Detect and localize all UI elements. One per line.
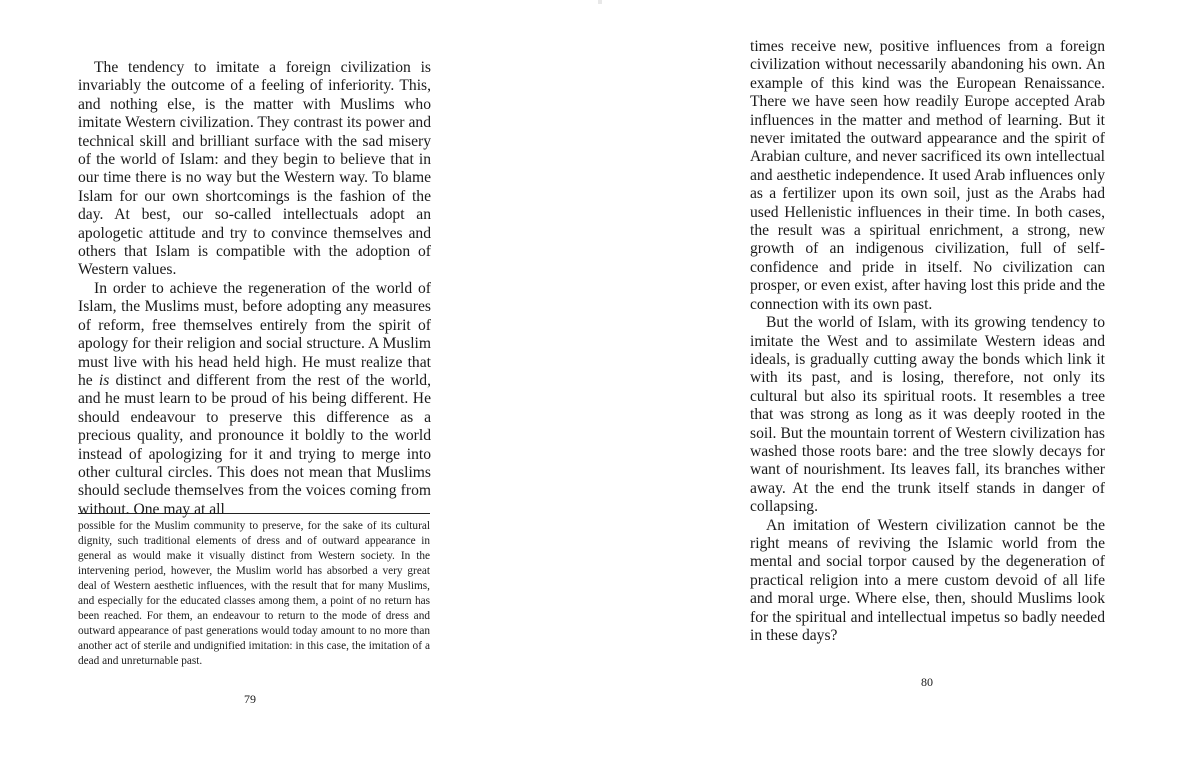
footnote: possible for the Muslim community to preserve, for the sake of its cultural dignity, such traditional elements of dress and of outward appearance in general as would make it visually distinct from Western society. In the intervening period, however, the Muslim world has absorbed a very great deal of Western aesthetic influences, with the result that for many Muslims, and especially for the educated classes among them, a point of no return has been reached. For them, an endeavour to return to the mode of dress and outward appearance of past generations would today amount to no more than another act of sterile and undignified imitation: in this case, the imitation of a dead and unreturnable past. xyxy=(78,520,430,667)
left-paragraph-2-end: distinct and different from the rest of the world, and he must learn to be proud of his being different. He should endeavour to preserve this difference as a precious quality, and pronounce it boldly to the world instead of apologizing for it and trying to merge into other cultural circles. This does not mean that Muslims should seclude themselves from the voices coming from without. One may at all xyxy=(78,371,431,518)
right-paragraph-1: times receive new, positive influences from a foreign civilization without necessarily abandoning his own. An example of this kind was the European Renaissance. There we have seen how readily Europe accepted Arab influences in the matter and method of learning. But it never imitated the outward appearance and the spirit of Arabian culture, and never sacrificed its own intellectual and aesthetic independence. It used Arab influences only as a fertilizer upon its own soil, just as the Arabs had used Hellenistic influences in their time. In both cases, the result was a spiritual enrichment, a strong, new growth of an indigenous civilization, full of self-confidence and pride in itself. No civilization can prosper, or even exist, after having lost this pride and the connection with its own past. xyxy=(750,38,1105,313)
left-paragraph-2 xyxy=(78,280,431,519)
right-body-text xyxy=(750,38,1105,645)
page-number-right: 80 xyxy=(921,675,933,689)
left-paragraph-1: The tendency to imitate a foreign civilization is invariably the outcome of a feeling of inferiority. This, and nothing else, is the matter with Muslims who imitate Western civilization. They contrast its power and technical skill and brilliant surface with the sad misery of the world of Islam: and they begin to believe that in our time there is no way but the Western way. To blame Islam for our own shortcomings is the fashion of the day. At best, our so-called intellectuals adopt an apologetic attitude and try to convince themselves and others that Islam is compatible with the adoption of Western values. xyxy=(78,59,431,279)
page-number-left: 79 xyxy=(244,692,256,706)
right-paragraph-2: But the world of Islam, with its growing tendency to imitate the West and to assimilate Western ideas and ideals, is gradually cutting away the bonds which link it with its past, and is losing, therefore, not only its cultural but also its spiritual roots. It resembles a tree that was strong as long as it was deeply rooted in the soil. But the mountain torrent of Western civilization has washed those roots bare: and the tree slowly decays for want of nourishment. Its leaves fall, its branches wither away. At the end the trunk itself stands in danger of collapsing. xyxy=(750,314,1105,516)
left-paragraph-2-start: In order to achieve the regeneration of the world of Islam, the Muslims must, before adopting any measures of reform, free themselves entirely from the spirit of apology for their religion and social structure. A Muslim must live with his head held high. He must realize that he xyxy=(78,279,431,389)
emphasis-is: is xyxy=(98,371,110,389)
left-body-text xyxy=(78,59,431,519)
footnote-divider xyxy=(78,513,430,514)
right-paragraph-3: An imitation of Western civilization cannot be the right means of reviving the Islamic world from the mental and social torpor caused by the degeneration of practical religion into a mere custom devoid of all life and moral urge. Where else, then, should Muslims look for the spiritual and intellectual impetus so badly needed in these days? xyxy=(750,516,1105,644)
right-page xyxy=(600,0,1200,773)
